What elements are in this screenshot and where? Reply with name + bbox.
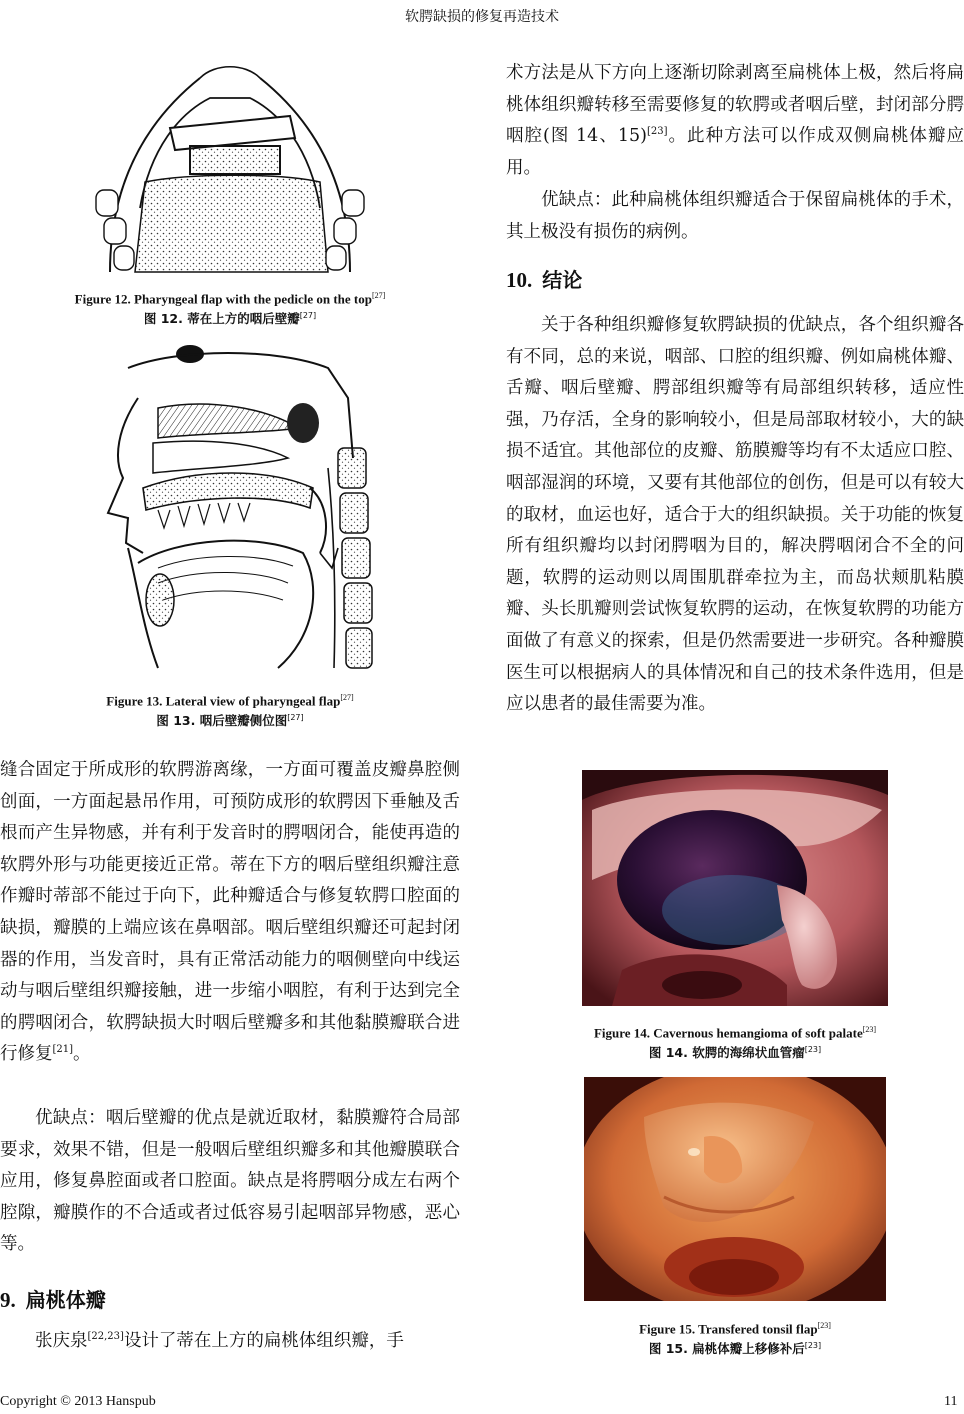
left-paragraph-3 xyxy=(0,1326,460,1358)
figure-13-caption xyxy=(0,689,460,729)
figure-13-image xyxy=(98,338,380,676)
section-10-heading xyxy=(506,264,582,293)
figure-13-caption-zh-ref: [27] xyxy=(287,713,304,723)
figure-12-caption xyxy=(0,287,460,327)
right-paragraph-2 xyxy=(506,185,964,248)
figure-15-caption xyxy=(506,1317,964,1357)
figure-13-caption-en-ref: [27] xyxy=(340,693,354,702)
section-10-number: 10. xyxy=(506,268,533,292)
right-paragraph-1-end: 。此种方法可以作成双侧扁桃体瓣应用。 xyxy=(506,126,964,178)
figure-14-caption-en-ref: [23] xyxy=(862,1025,877,1034)
figure-12-caption-en-ref: [27] xyxy=(371,291,386,300)
figure-12-caption-zh: 图 12. 蒂在上方的咽后壁瓣 xyxy=(143,311,300,327)
figure-14-caption-zh: 图 14. 软腭的海绵状血管瘤 xyxy=(648,1045,805,1061)
left-paragraph-1-text: 缝合固定于所成形的软腭游离缘，一方面可覆盖皮瓣鼻腔侧创面，一方面起悬吊作用，可预防成形的软腭因下垂触及舌根而产生异物感，并有利于发音时的腭咽闭合，能使再造的软腭外形与功能更接近正常。蒂在下方的咽后壁组织瓣注意作瓣时蒂部不能过于向下，此种瓣适合与修复软腭口腔面的缺损，瓣膜的上端应该在鼻咽部。咽后壁组织瓣还可起封闭器的作用，当发音时，具有正常活动能力的咽侧壁向中线运动与咽后壁组织瓣接触，进一步缩小咽腔，有利于达到完全的腭咽闭合，软腭缺损大时咽后壁瓣多和其他黏膜瓣联合进行修复 xyxy=(0,760,460,1065)
figure-15-caption-en: Figure 15. Transfered tonsil flap xyxy=(639,1321,818,1337)
left-paragraph-1 xyxy=(0,755,460,1071)
left-paragraph-2 xyxy=(0,1103,460,1261)
right-paragraph-3 xyxy=(506,310,964,721)
figure-12-caption-zh-ref: [27] xyxy=(299,311,317,321)
right-paragraph-1 xyxy=(506,58,964,184)
left-paragraph-3-start: 张庆泉 xyxy=(35,1331,88,1351)
figure-12-image xyxy=(90,58,370,274)
figure-14-caption-zh-ref: [23] xyxy=(804,1045,822,1055)
figure-13-caption-zh: 图 13. 咽后壁瓣侧位图 xyxy=(156,713,288,729)
right-paragraph-1-text: 术方法是从下方向上逐渐切除剥离至扁桃体上极，然后将扁桃体组织瓣转移至需要修复的软腭或者咽后壁，封闭部分腭咽腔(图 14、15) xyxy=(506,63,964,147)
figure-13-caption-en: Figure 13. Lateral view of pharyngeal flap xyxy=(106,693,341,709)
figure-12-caption-en: Figure 12. Pharyngeal flap with the pedicle on the top xyxy=(74,291,372,307)
figure-15-caption-zh: 图 15. 扁桃体瓣上移修补后 xyxy=(648,1341,805,1357)
right-paragraph-2-text: 优缺点：此种扁桃体组织瓣适合于保留扁桃体的手术，其上极没有损伤的病例。 xyxy=(506,190,964,242)
figure-14-caption xyxy=(506,1021,964,1061)
left-paragraph-1-end: 。 xyxy=(73,1044,91,1065)
footer-page-number: 11 xyxy=(944,1394,958,1409)
footer-copyright: Copyright © 2013 Hanspub xyxy=(0,1394,156,1409)
figure-14-caption-en: Figure 14. Cavernous hemangioma of soft palate xyxy=(593,1025,863,1041)
figure-15-image xyxy=(584,1077,886,1301)
section-9-number: 9. xyxy=(0,1288,16,1312)
left-paragraph-1-ref: [21] xyxy=(52,1044,74,1056)
right-paragraph-3-text: 关于各种组织瓣修复软腭缺损的优缺点，各个组织瓣各有不同，总的来说，咽部、口腔的组织瓣、例如扁桃体瓣、舌瓣、咽后壁瓣、腭部组织瓣等有局部组织转移，适应性强，乃存活，全身的影响较小，但是局部取材较小，大的缺损不适宜。其他部位的皮瓣、筋膜瓣等均有不太适应口腔、咽部湿润的环境，又要有其他部位的创伤，但是可以有较大的取材，血运也好，适合于大的组织缺损。关于功能的恢复所有组织瓣均以封闭腭咽为目的，解决腭咽闭合不全的问题，软腭的运动则以周围肌群牵拉为主，而岛状颊肌粘膜瓣、头长肌瓣则尝试恢复软腭的运动，在恢复软腭的功能方面做了有意义的探索，但是仍然需要进一步研究。各种瓣膜医生可以根据病人的具体情况和自己的技术条件选用，但是应以患者的最佳需要为准。 xyxy=(506,315,964,715)
left-paragraph-3-ref: [22,23] xyxy=(87,1331,124,1343)
left-paragraph-2-text: 优缺点：咽后壁瓣的优点是就近取材，黏膜瓣符合局部要求，效果不错，但是一般咽后壁组织瓣多和其他瓣膜联合应用，修复鼻腔面或者口腔面。缺点是将腭咽分成左右两个腔隙，瓣膜作的不合适或者过低容易引起咽部异物感，恶心等。 xyxy=(0,1108,460,1255)
right-paragraph-1-ref: [23] xyxy=(646,126,668,138)
figure-15-caption-zh-ref: [23] xyxy=(804,1341,822,1351)
section-9-title: 扁桃体瓣 xyxy=(25,1288,106,1312)
section-9-heading xyxy=(0,1284,106,1313)
figure-14-image xyxy=(582,770,888,1006)
figure-15-caption-en-ref: [23] xyxy=(817,1321,831,1330)
left-paragraph-3-text: 设计了蒂在上方的扁桃体组织瓣，手 xyxy=(123,1331,404,1351)
running-header: 软腭缺损的修复再造技术 xyxy=(405,9,559,25)
section-10-title: 结论 xyxy=(542,268,583,292)
